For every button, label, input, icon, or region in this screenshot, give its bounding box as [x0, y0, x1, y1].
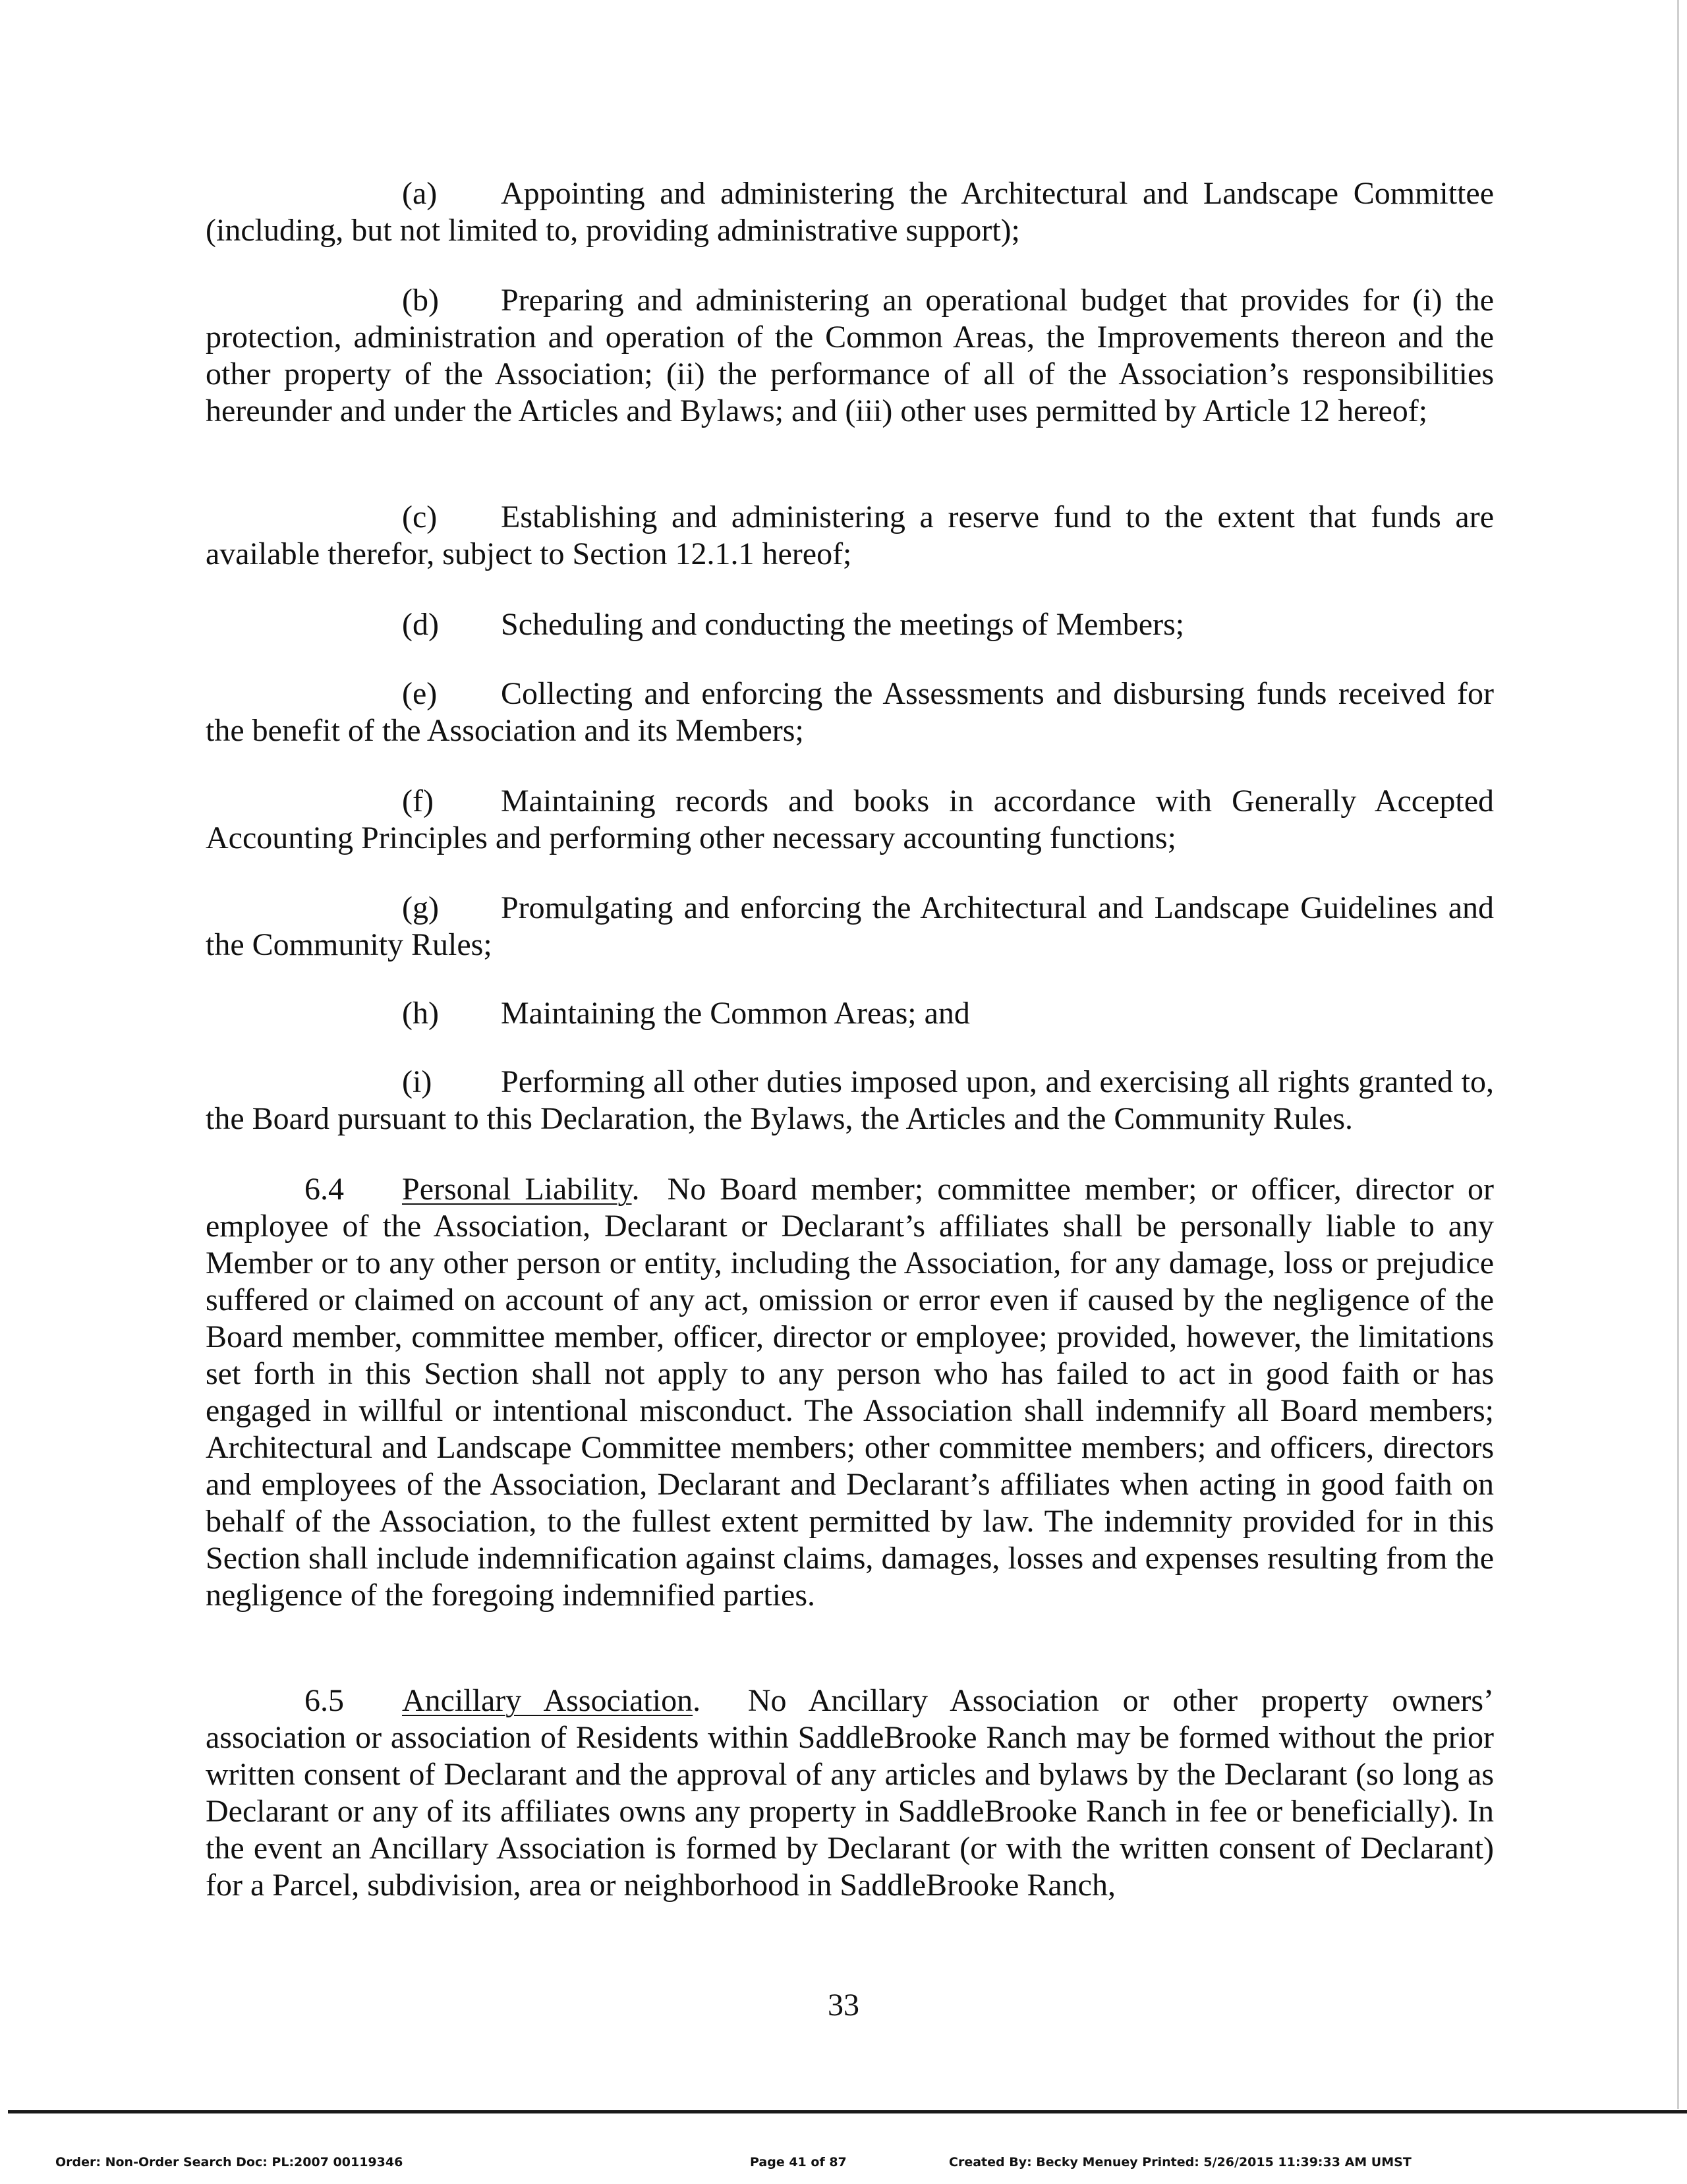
- section-text: No Board member; committee member; or officer, director or employee of the Association, Declarant or Declarant’s affiliates shall be personally liable to any Member or to any other person or entity, including the Association, for any damage, loss or prejudice suffered or claimed on account of any act, omission or error even if caused by the negligence of the Board member, committee member, officer, director or employee; provided, however, the limitations set forth in this Section shall not apply to any person who has failed to act in good faith or has engaged in willful or intentional misconduct. The Association shall indemnify all Board members; Architectural and Landscape Committee members; other committee members; and officers, directors and employees of the Association, Declarant and Declarant’s affiliates when acting in good faith on behalf of the Association, to the fullest extent permitted by law. The indemnity provided for in this Section shall include indemnification against claims, damages, losses and expenses resulting from the negligence of the foregoing indemnified parties.: [206, 1172, 1494, 1613]
- item-label: (a): [402, 176, 438, 211]
- section-heading: Ancillary Association: [402, 1683, 693, 1718]
- footer-print-info: Created By: Becky Menuey Printed: 5/26/2015 11:39:33 AM UMST: [949, 2155, 1412, 2170]
- section-number: 6.4: [304, 1172, 344, 1207]
- page-edge: [1677, 0, 1679, 2109]
- item-label: (f): [402, 784, 434, 819]
- item-label: (b): [402, 283, 439, 318]
- footer-divider: [8, 2110, 1687, 2113]
- list-item-f: [206, 783, 1494, 857]
- list-item-i: [206, 1064, 1494, 1137]
- item-label: (e): [402, 676, 438, 711]
- item-label: (i): [402, 1064, 432, 1099]
- item-text: Establishing and administering a reserve fund to the extent that funds are available therefor, subject to Section 12.1.1 hereof;: [206, 500, 1494, 571]
- footer-order-info: Order: Non-Order Search Doc: PL:2007 00119346: [55, 2155, 403, 2170]
- section-text: No Ancillary Association or other property owners’ association or association of Residents within SaddleBrooke Ranch may be formed without the prior written consent of Declarant and the approval of any articles and bylaws by the Declarant (so long as Declarant or any of its affiliates owns any property in SaddleBrooke Ranch in fee or beneficially). In the event an Ancillary Association is formed by Declarant (or with the written consent of Declarant) for a Parcel, subdivision, area or neighborhood in SaddleBrooke Ranch,: [206, 1683, 1495, 1903]
- section-number: 6.5: [304, 1683, 344, 1718]
- list-item-g: [206, 890, 1494, 963]
- item-text: Performing all other duties imposed upon, and exercising all rights granted to, the Board pursuant to this Declaration, the Bylaws, the Articles and the Community Rules.: [206, 1064, 1494, 1136]
- item-label: (g): [402, 890, 439, 925]
- section-6-4: 6.4 Personal Liability. No Board member; committee member; or officer, director or employee of the Association, Declarant or Declarant’s affiliates shall be personally liable to any Member or to any other person or entity, including the Association, for any damage, loss or prejudice suffered or claimed on account of any act, omission or error even if caused by the negligence of the Board member, committee member, officer, director or employee; provided, however, the limitations set forth in this Section shall not apply to any person who has failed to act in good faith or has engaged in willful or intentional misconduct. The Association shall indemnify all Board members; Architectural and Landscape Committee members; other committee members; and officers, directors and employees of the Association, Declarant and Declarant’s affiliates when acting in good faith on behalf of the Association, to the fullest extent permitted by law. The indemnity provided for in this Section shall include indemnification against claims, damages, losses and expenses resulting from the negligence of the foregoing indemnified parties.: [206, 1172, 1494, 1613]
- item-text: Promulgating and enforcing the Architectural and Landscape Guidelines and the Community Rules;: [206, 890, 1494, 962]
- item-text: Appointing and administering the Architectural and Landscape Committee (including, but not limited to, providing administrative support);: [206, 176, 1494, 248]
- item-text: Preparing and administering an operational budget that provides for (i) the protection, administration and operation of the Common Areas, the Improvements thereon and the other property of the Association; (ii) the performance of all of the Association’s responsibilities hereunder and under the Articles and Bylaws; and (iii) other uses permitted by Article 12 hereof;: [206, 283, 1494, 428]
- list-item-h: [206, 995, 1494, 1032]
- list-item-e: [206, 675, 1494, 749]
- section-6-5: 6.5 Ancillary Association. No Ancillary Association or other property owners’ association or association of Residents within SaddleBrooke Ranch may be formed without the prior written consent of Declarant and the approval of any articles and bylaws by the Declarant (so long as Declarant or any of its affiliates owns any property in SaddleBrooke Ranch in fee or beneficially). In the event an Ancillary Association is formed by Declarant (or with the written consent of Declarant) for a Parcel, subdivision, area or neighborhood in SaddleBrooke Ranch,: [206, 1683, 1495, 1903]
- page-number: 33: [828, 1988, 859, 2023]
- section-heading: Personal Liability: [402, 1172, 632, 1207]
- list-item-c: [206, 499, 1494, 573]
- list-item-a: [206, 175, 1494, 249]
- item-label: (h): [402, 996, 439, 1031]
- item-text: Maintaining records and books in accordance with Generally Accepted Accounting Principles and performing other necessary accounting functions;: [206, 784, 1494, 855]
- item-text: Collecting and enforcing the Assessments and disbursing funds received for the benefit of the Association and its Members;: [206, 676, 1494, 748]
- footer-page-count: Page 41 of 87: [750, 2155, 847, 2170]
- item-label: (c): [402, 500, 438, 534]
- item-text: Scheduling and conducting the meetings of Members;: [501, 607, 1185, 642]
- item-text: Maintaining the Common Areas; and: [501, 996, 970, 1031]
- list-item-b: [206, 282, 1494, 430]
- item-label: (d): [402, 607, 439, 642]
- list-item-d: [206, 606, 1494, 643]
